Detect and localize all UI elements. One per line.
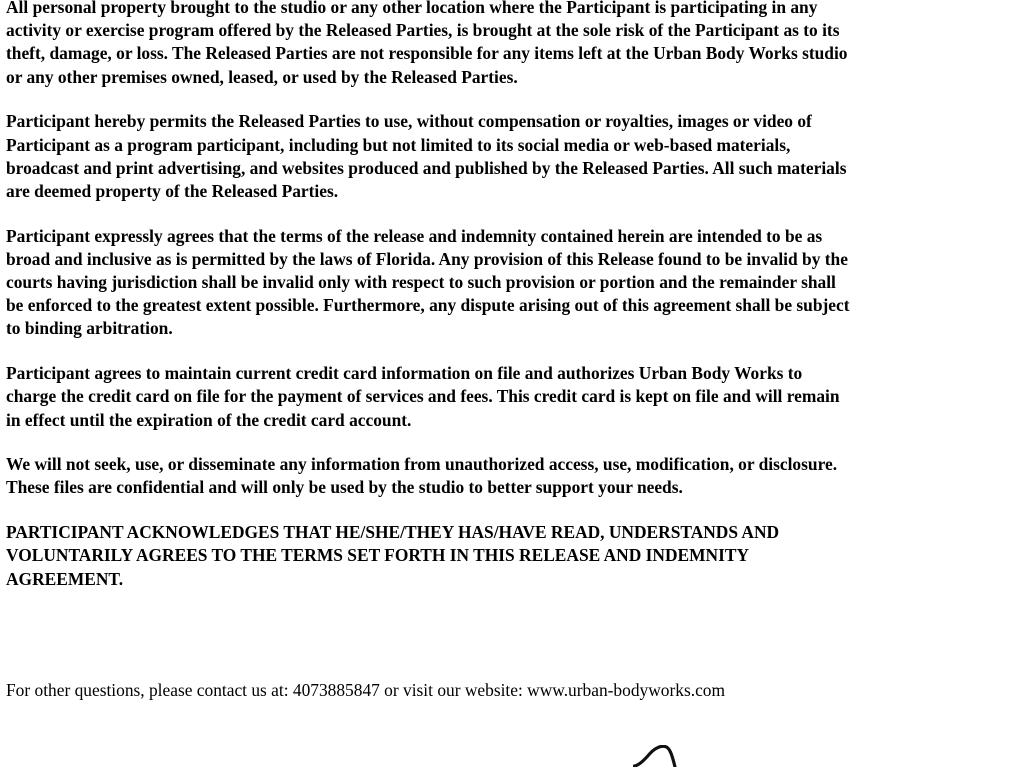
text-line: courts having jurisdiction shall be invalid only with respect to such provision or portion and the remainder shall <box>6 272 836 293</box>
contact-line: For other questions, please contact us at: 4073885847 or visit our website: www.urban-bodyworks.com <box>6 679 726 700</box>
text-line: All personal property brought to the studio or any other location where the Participant is participating in any <box>6 0 818 17</box>
text-line: be enforced to the greatest extent possible. Furthermore, any dispute arising out of this agreement shall be subject <box>6 295 850 316</box>
signature <box>633 745 685 767</box>
text-line: charge the credit card on file for the payment of services and fees. This credit card is kept on file and will remain <box>6 386 840 407</box>
text-line: or any other premises owned, leased, or used by the Released Parties. <box>6 66 518 87</box>
text-line: VOLUNTARILY AGREES TO THE TERMS SET FORTH IN THIS RELEASE AND INDEMNITY <box>6 545 750 566</box>
text-line: broadcast and print advertising, and websites produced and published by the Released Parties. All such materials <box>6 157 847 178</box>
text-line: These files are confidential and will only be used by the studio to better support your needs. <box>6 477 683 498</box>
waiver-paragraph-personal-property <box>6 0 1018 89</box>
text-line: PARTICIPANT ACKNOWLEDGES THAT HE/SHE/THEY HAS/HAVE READ, UNDERSTANDS AND <box>6 522 780 543</box>
text-line: Participant hereby permits the Released Parties to use, without compensation or royalties, images or video of <box>6 111 812 132</box>
text-line: theft, damage, or loss. The Released Parties are not responsible for any items left at the Urban Body Works studio <box>6 43 848 64</box>
text-line: We will not seek, use, or disseminate any information from unauthorized access, use, modification, or disclosure. <box>6 454 838 475</box>
text-line: Participant as a program participant, including but not limited to its social media or web-based materials, <box>6 134 791 155</box>
waiver-paragraph-credit-card <box>6 362 1018 432</box>
text-line: broad and inclusive as is permitted by the laws of Florida. Any provision of this Release found to be invalid by the <box>6 248 848 269</box>
text-line: to binding arbitration. <box>6 318 173 339</box>
signature-stroke-icon <box>633 745 685 767</box>
text-line: activity or exercise program offered by the Released Parties, is brought at the sole risk of the Participant as to its <box>6 20 840 41</box>
text-line: AGREEMENT. <box>6 568 124 589</box>
text-line: Participant expressly agrees that the terms of the release and indemnity contained herein are intended to be as <box>6 225 823 246</box>
waiver-paragraph-acknowledgement <box>6 521 1018 591</box>
text-line: are deemed property of the Released Parties. <box>6 180 339 201</box>
waiver-paragraph-confidentiality <box>6 453 1018 499</box>
text-line: in effect until the expiration of the credit card account. <box>6 409 412 430</box>
waiver-paragraph-arbitration <box>6 225 1018 341</box>
text-line: Participant agrees to maintain current credit card information on file and authorizes Urban Body Works to <box>6 363 803 384</box>
waiver-paragraph-media-release <box>6 110 1018 203</box>
waiver-document <box>6 0 1018 702</box>
